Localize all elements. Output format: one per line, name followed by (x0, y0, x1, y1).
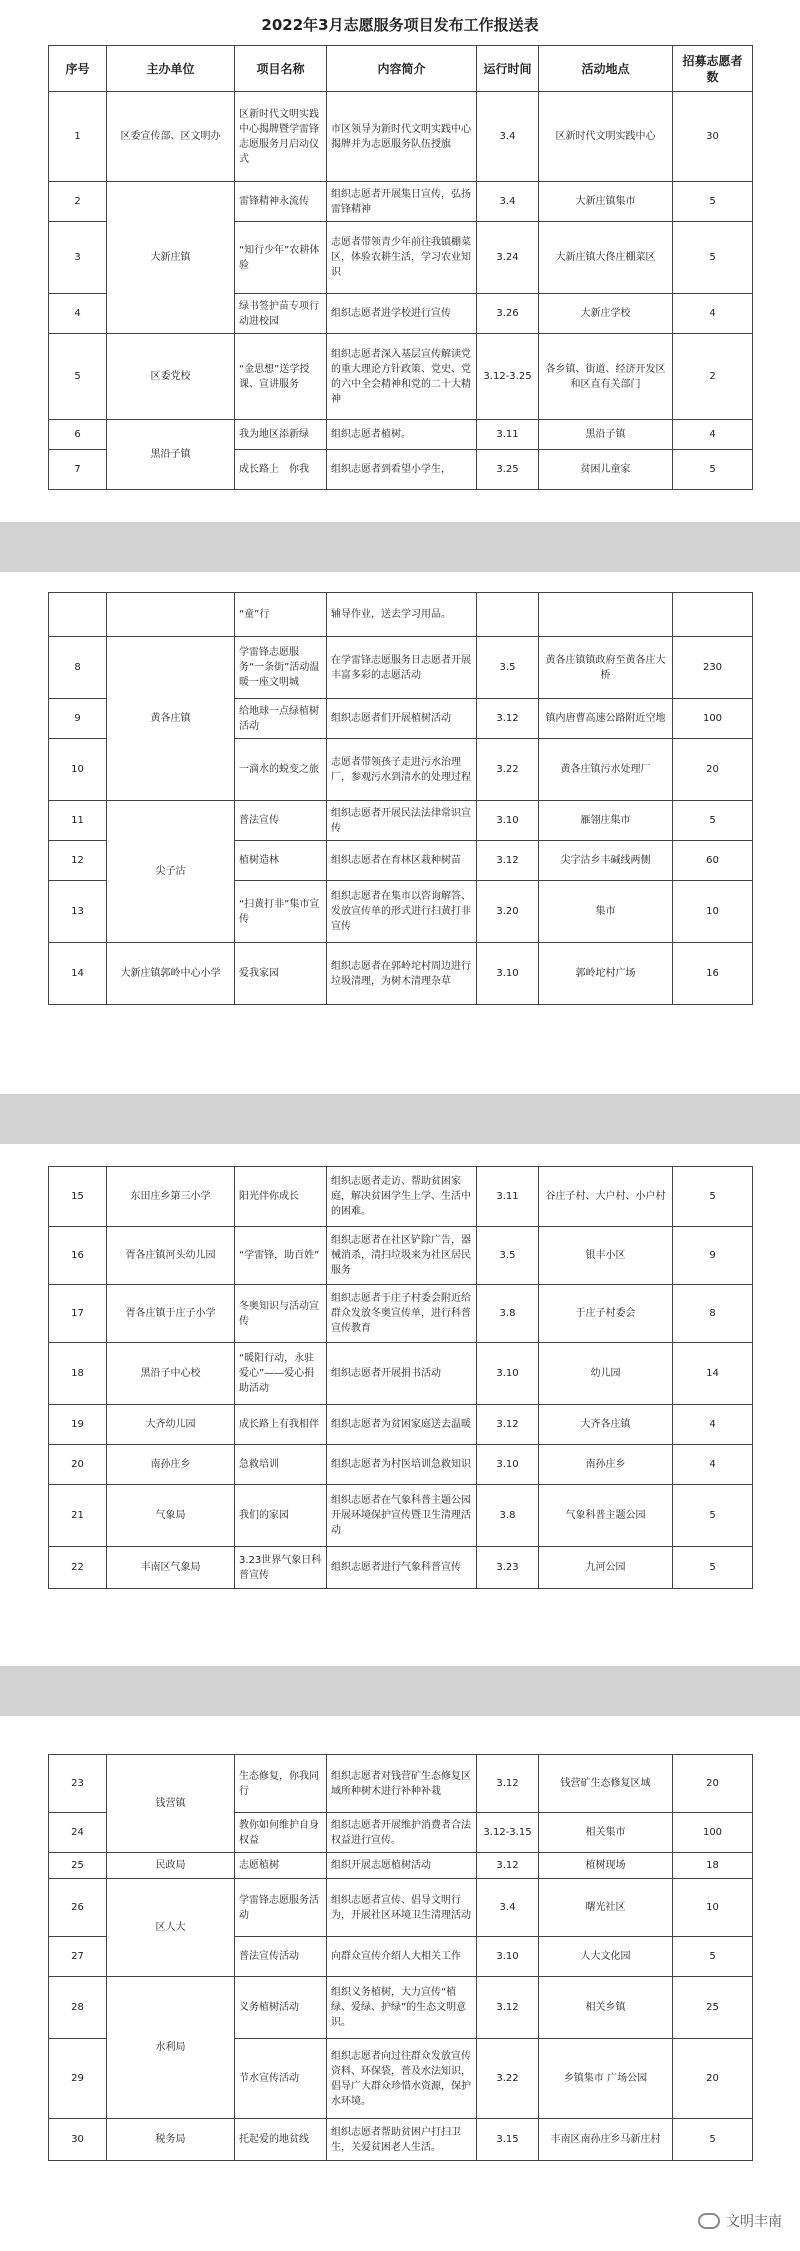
cell-org: 南孙庄乡 (107, 1445, 235, 1485)
cell-time: 3.10 (477, 943, 539, 1005)
cell-place: 黄各庄镇镇政府至黄各庄大桥 (539, 637, 673, 699)
cell-name: “扫黄打非”集市宣传 (235, 881, 327, 943)
table-row (49, 334, 753, 420)
table-page-2 (48, 592, 753, 1005)
cell-no: 18 (49, 1343, 107, 1405)
cell-time: 3.20 (477, 881, 539, 943)
document-page-1 (0, 0, 800, 522)
cell-name: 教你如何维护自身权益 (235, 1813, 327, 1853)
page-title: 2022年3月志愿服务项目发布工作报送表 (261, 16, 539, 34)
cell-time: 3.23 (477, 1547, 539, 1589)
cell-time: 3.12 (477, 1405, 539, 1445)
cell-place: 南孙庄乡 (539, 1445, 673, 1485)
cell-desc: 向群众宣传介绍人大相关工作 (327, 1937, 477, 1977)
cell-no: 29 (49, 2039, 107, 2119)
cell-org: 区委党校 (107, 334, 235, 420)
cell-count: 5 (673, 182, 753, 222)
cell-time: 3.4 (477, 92, 539, 182)
cell-count: 30 (673, 92, 753, 182)
cell-desc: 组织志愿者开展民法法律常识宣传 (327, 801, 477, 841)
cell-count: 10 (673, 1879, 753, 1937)
cell-name: 义务植树活动 (235, 1977, 327, 2039)
cell-time: 3.12-3.15 (477, 1813, 539, 1853)
cell-name: 学雷锋志愿服务“一条街”活动温暖一座文明城 (235, 637, 327, 699)
cell-org: 钱营镇 (107, 1755, 235, 1853)
cell-place: 大新庄学校 (539, 294, 673, 334)
cell-count: 16 (673, 943, 753, 1005)
cell-desc: 组织志愿者们开展植树活动 (327, 699, 477, 739)
cell-name: 我们的家园 (235, 1485, 327, 1547)
cell-place: 银丰小区 (539, 1227, 673, 1285)
cell-count: 5 (673, 801, 753, 841)
cell-desc: 组织志愿者在社区铲除广告，器械消杀，清扫垃圾来为社区居民服务 (327, 1227, 477, 1285)
cell-time: 3.10 (477, 1937, 539, 1977)
cell-time: 3.8 (477, 1285, 539, 1343)
cell-no: 10 (49, 739, 107, 801)
cell-count: 25 (673, 1977, 753, 2039)
cell-name: 冬奥知识与活动宣传 (235, 1285, 327, 1343)
cell-time: 3.15 (477, 2119, 539, 2161)
cell-place: 雁翎庄集市 (539, 801, 673, 841)
cell-desc: 市区领导为新时代文明实践中心揭牌并为志愿服务队伍授旗 (327, 92, 477, 182)
cell-org: 大齐幼儿园 (107, 1405, 235, 1445)
cell-time: 3.26 (477, 294, 539, 334)
cell-time: 3.11 (477, 420, 539, 450)
cell-no: 1 (49, 92, 107, 182)
cell-time: 3.12 (477, 841, 539, 881)
cell-time: 3.24 (477, 222, 539, 294)
cell-place: 于庄子村委会 (539, 1285, 673, 1343)
table-row (49, 1405, 753, 1445)
cell-no: 13 (49, 881, 107, 943)
cell-count: 10 (673, 881, 753, 943)
page-separator (0, 1666, 800, 1716)
cell-place: 植树现场 (539, 1853, 673, 1879)
cell-no: 23 (49, 1755, 107, 1813)
table-row (49, 1485, 753, 1547)
cell-place (539, 593, 673, 637)
table-row (49, 637, 753, 699)
cell-no (49, 593, 107, 637)
cell-no: 30 (49, 2119, 107, 2161)
table-page-3 (48, 1166, 753, 1589)
cell-desc: 组织志愿者开展集日宣传，弘扬雷锋精神 (327, 182, 477, 222)
table-page-4 (48, 1754, 753, 2161)
cell-place: 九河公园 (539, 1547, 673, 1589)
wechat-bubble-icon (698, 2213, 720, 2229)
cell-place: 黑沿子镇 (539, 420, 673, 450)
cell-org: 胥各庄镇于庄子小学 (107, 1285, 235, 1343)
cell-name: “金思想”送学授课、宣讲服务 (235, 334, 327, 420)
cell-time: 3.12 (477, 1977, 539, 2039)
cell-no: 7 (49, 450, 107, 490)
cell-count: 8 (673, 1285, 753, 1343)
cell-no: 22 (49, 1547, 107, 1589)
cell-no: 12 (49, 841, 107, 881)
cell-org: 黑沿子中心校 (107, 1343, 235, 1405)
cell-place: 大新庄镇集市 (539, 182, 673, 222)
cell-org: 水利局 (107, 1977, 235, 2119)
cell-time: 3.10 (477, 801, 539, 841)
cell-desc: 组织志愿者植树。 (327, 420, 477, 450)
cell-org: 大新庄镇郭岭中心小学 (107, 943, 235, 1005)
header-time: 运行时间 (477, 46, 539, 92)
cell-no: 27 (49, 1937, 107, 1977)
header-org: 主办单位 (107, 46, 235, 92)
cell-time (477, 593, 539, 637)
table-row (49, 2119, 753, 2161)
cell-name: 绿书签护苗专项行动进校园 (235, 294, 327, 334)
table-row (49, 1879, 753, 1937)
cell-name: 爱我家园 (235, 943, 327, 1005)
cell-name: 3.23世界气象日科普宣传 (235, 1547, 327, 1589)
cell-time: 3.22 (477, 739, 539, 801)
cell-name: 普法宣传活动 (235, 1937, 327, 1977)
cell-count: 4 (673, 420, 753, 450)
cell-desc: 志愿者带领孩子走进污水治理厂，参观污水到清水的处理过程 (327, 739, 477, 801)
table-row (49, 1547, 753, 1589)
cell-desc: 组织志愿者向过往群众发放宣传资料、环保袋，普及水法知识，倡导广大群众珍惜水资源，保护水环境。 (327, 2039, 477, 2119)
cell-count: 5 (673, 450, 753, 490)
table-row (49, 1445, 753, 1485)
cell-count: 4 (673, 294, 753, 334)
cell-time: 3.22 (477, 2039, 539, 2119)
cell-count: 5 (673, 2119, 753, 2161)
table-row (49, 420, 753, 450)
cell-desc: 组织志愿者在气象科普主题公园开展环境保护宣传暨卫生清理活动 (327, 1485, 477, 1547)
cell-count: 5 (673, 1937, 753, 1977)
table-row (49, 593, 753, 637)
header-no: 序号 (49, 46, 107, 92)
cell-place: 区新时代文明实践中心 (539, 92, 673, 182)
cell-count: 20 (673, 739, 753, 801)
cell-desc: 组织志愿者为贫困家庭送去温暖 (327, 1405, 477, 1445)
cell-no: 9 (49, 699, 107, 739)
table-row (49, 1227, 753, 1285)
cell-name: 给地球一点绿植树活动 (235, 699, 327, 739)
cell-count: 5 (673, 222, 753, 294)
watermark (698, 2211, 782, 2231)
cell-name: 普法宣传 (235, 801, 327, 841)
cell-no: 17 (49, 1285, 107, 1343)
cell-no: 5 (49, 334, 107, 420)
cell-place: 乡镇集市 广场公园 (539, 2039, 673, 2119)
cell-name: 学雷锋志愿服务活动 (235, 1879, 327, 1937)
cell-desc: 组织志愿者进学校进行宣传 (327, 294, 477, 334)
cell-org: 区委宣传部、区文明办 (107, 92, 235, 182)
cell-org: 丰南区气象局 (107, 1547, 235, 1589)
cell-org: 尖子沽 (107, 801, 235, 943)
watermark-text: 文明丰南 (726, 2214, 782, 2230)
header-place: 活动地点 (539, 46, 673, 92)
header-desc: 内容简介 (327, 46, 477, 92)
cell-desc: 组织志愿者开展维护消费者合法权益进行宣传。 (327, 1813, 477, 1853)
cell-place: 郭岭坨村广场 (539, 943, 673, 1005)
cell-count: 100 (673, 1813, 753, 1853)
cell-desc: 组织志愿者到看望小学生， (327, 450, 477, 490)
cell-no: 28 (49, 1977, 107, 2039)
cell-name: 区新时代文明实践中心揭牌暨学雷锋志愿服务月启动仪式 (235, 92, 327, 182)
page-separator (0, 1094, 800, 1144)
cell-name: “知行少年”农耕体验 (235, 222, 327, 294)
cell-desc: 组织义务植树，大力宣传“植绿、爱绿、护绿”的生态文明意识。 (327, 1977, 477, 2039)
cell-time: 3.25 (477, 450, 539, 490)
cell-count: 20 (673, 1755, 753, 1813)
cell-place: 大新庄镇大佟庄棚菜区 (539, 222, 673, 294)
cell-desc: 组织志愿者走访、帮助贫困家庭，解决贫困学生上学、生活中的困难。 (327, 1167, 477, 1227)
cell-org: 大新庄镇 (107, 182, 235, 334)
document-page-2 (0, 572, 800, 1094)
cell-org: 东田庄乡第三小学 (107, 1167, 235, 1227)
cell-org: 胥各庄镇河头幼儿园 (107, 1227, 235, 1285)
cell-no: 8 (49, 637, 107, 699)
cell-desc: 在学雷锋志愿服务日志愿者开展丰富多彩的志愿活动 (327, 637, 477, 699)
cell-place: 丰南区南孙庄乡马新庄村 (539, 2119, 673, 2161)
cell-time: 3.12-3.25 (477, 334, 539, 420)
cell-count: 4 (673, 1445, 753, 1485)
cell-name: 成长路上有我相伴 (235, 1405, 327, 1445)
cell-place: 各乡镇、街道、经济开发区和区直有关部门 (539, 334, 673, 420)
cell-name: 植树造林 (235, 841, 327, 881)
cell-no: 6 (49, 420, 107, 450)
table-row (49, 1285, 753, 1343)
table-row (49, 1755, 753, 1813)
cell-time: 3.11 (477, 1167, 539, 1227)
cell-no: 25 (49, 1853, 107, 1879)
cell-place: 大齐各庄镇 (539, 1405, 673, 1445)
cell-count: 18 (673, 1853, 753, 1879)
cell-org: 黑沿子镇 (107, 420, 235, 490)
cell-name: 我为地区添新绿 (235, 420, 327, 450)
cell-place: 相关集市 (539, 1813, 673, 1853)
table-row (49, 1977, 753, 2039)
cell-name: 雷锋精神永流传 (235, 182, 327, 222)
cell-name: 志愿植树 (235, 1853, 327, 1879)
cell-place: 曙光社区 (539, 1879, 673, 1937)
cell-name: 托起爱的地贫线 (235, 2119, 327, 2161)
cell-no: 20 (49, 1445, 107, 1485)
header-count: 招募志愿者数 (673, 46, 753, 92)
cell-count: 14 (673, 1343, 753, 1405)
table-row (49, 943, 753, 1005)
cell-count: 60 (673, 841, 753, 881)
cell-org: 民政局 (107, 1853, 235, 1879)
cell-count: 230 (673, 637, 753, 699)
cell-name: “童”行 (235, 593, 327, 637)
cell-place: 镇内唐曹高速公路附近空地 (539, 699, 673, 739)
cell-desc: 组织志愿者开展捐书活动 (327, 1343, 477, 1405)
cell-time: 3.4 (477, 1879, 539, 1937)
page-separator (0, 522, 800, 572)
cell-no: 3 (49, 222, 107, 294)
cell-desc: 志愿者带领青少年前往我镇棚菜区，体验农耕生活，学习农业知识 (327, 222, 477, 294)
cell-count: 9 (673, 1227, 753, 1285)
cell-place: 人大文化园 (539, 1937, 673, 1977)
cell-desc: 组织志愿者帮助贫困户打扫卫生，关爱贫困老人生活。 (327, 2119, 477, 2161)
cell-desc: 组织志愿者进行气象科普宣传 (327, 1547, 477, 1589)
cell-no: 15 (49, 1167, 107, 1227)
cell-time: 3.12 (477, 699, 539, 739)
cell-org (107, 593, 235, 637)
cell-place: 集市 (539, 881, 673, 943)
cell-time: 3.5 (477, 637, 539, 699)
cell-desc: 组织志愿者在郭岭坨村周边进行垃圾清理，为树木清理杂草 (327, 943, 477, 1005)
cell-name: 生态修复，你我同行 (235, 1755, 327, 1813)
cell-time: 3.8 (477, 1485, 539, 1547)
cell-count: 20 (673, 2039, 753, 2119)
table-header-row (49, 46, 753, 92)
document-page-3 (0, 1144, 800, 1666)
cell-desc: 组织志愿者在育林区栽种树苗 (327, 841, 477, 881)
cell-time: 3.10 (477, 1445, 539, 1485)
cell-desc: 组织志愿者对钱营矿生态修复区域所种树木进行补种补栽 (327, 1755, 477, 1813)
cell-place: 黄各庄镇污水处理厂 (539, 739, 673, 801)
cell-desc: 组织志愿者深入基层宣传解读党的重大理论方针政策、党史、党的六中全会精神和党的二十大精神 (327, 334, 477, 420)
table-row (49, 1343, 753, 1405)
cell-count (673, 593, 753, 637)
cell-no: 26 (49, 1879, 107, 1937)
cell-place: 尖字沽乡丰碱线两侧 (539, 841, 673, 881)
cell-desc: 组织开展志愿植树活动 (327, 1853, 477, 1879)
cell-count: 4 (673, 1405, 753, 1445)
table-row (49, 92, 753, 182)
cell-name: “学雷锋，助百姓” (235, 1227, 327, 1285)
cell-no: 2 (49, 182, 107, 222)
cell-name: 一滴水的蜕变之旅 (235, 739, 327, 801)
cell-name: 节水宣传活动 (235, 2039, 327, 2119)
table-row (49, 801, 753, 841)
cell-count: 5 (673, 1547, 753, 1589)
cell-no: 14 (49, 943, 107, 1005)
cell-org: 气象局 (107, 1485, 235, 1547)
cell-org: 区人大 (107, 1879, 235, 1977)
cell-place: 气象科普主题公园 (539, 1485, 673, 1547)
cell-no: 21 (49, 1485, 107, 1547)
cell-desc: 组织志愿者为村医培训急救知识 (327, 1445, 477, 1485)
cell-place: 贫困儿童家 (539, 450, 673, 490)
cell-time: 3.10 (477, 1343, 539, 1405)
cell-no: 4 (49, 294, 107, 334)
cell-no: 16 (49, 1227, 107, 1285)
cell-time: 3.4 (477, 182, 539, 222)
cell-org: 黄各庄镇 (107, 637, 235, 801)
cell-desc: 组织志愿者于庄子村委会附近给群众发放冬奥宣传单，进行科普宣传教育 (327, 1285, 477, 1343)
cell-count: 5 (673, 1167, 753, 1227)
cell-name: “暖阳行动，永驻爱心”——爱心捐助活动 (235, 1343, 327, 1405)
cell-place: 相关乡镇 (539, 1977, 673, 2039)
cell-desc: 组织志愿者在集市以咨询解答、发放宣传单的形式进行扫黄打非宣传 (327, 881, 477, 943)
cell-desc: 辅导作业，送去学习用品。 (327, 593, 477, 637)
cell-name: 成长路上 你我 (235, 450, 327, 490)
cell-count: 5 (673, 1485, 753, 1547)
table-page-1 (48, 45, 753, 490)
cell-desc: 组织志愿者宣传、倡导文明行为，开展社区环境卫生清理活动 (327, 1879, 477, 1937)
cell-count: 2 (673, 334, 753, 420)
cell-count: 100 (673, 699, 753, 739)
document-page-4 (0, 1716, 800, 2251)
table-row (49, 1853, 753, 1879)
cell-org: 税务局 (107, 2119, 235, 2161)
table-row (49, 1167, 753, 1227)
header-name: 项目名称 (235, 46, 327, 92)
cell-no: 19 (49, 1405, 107, 1445)
cell-time: 3.5 (477, 1227, 539, 1285)
cell-time: 3.12 (477, 1755, 539, 1813)
cell-place: 钱营矿生态修复区域 (539, 1755, 673, 1813)
cell-place: 谷庄子村、大户村、小户村 (539, 1167, 673, 1227)
cell-place: 幼儿园 (539, 1343, 673, 1405)
cell-no: 24 (49, 1813, 107, 1853)
cell-no: 11 (49, 801, 107, 841)
cell-name: 阳光伴你成长 (235, 1167, 327, 1227)
cell-name: 急救培训 (235, 1445, 327, 1485)
table-row (49, 182, 753, 222)
cell-time: 3.12 (477, 1853, 539, 1879)
